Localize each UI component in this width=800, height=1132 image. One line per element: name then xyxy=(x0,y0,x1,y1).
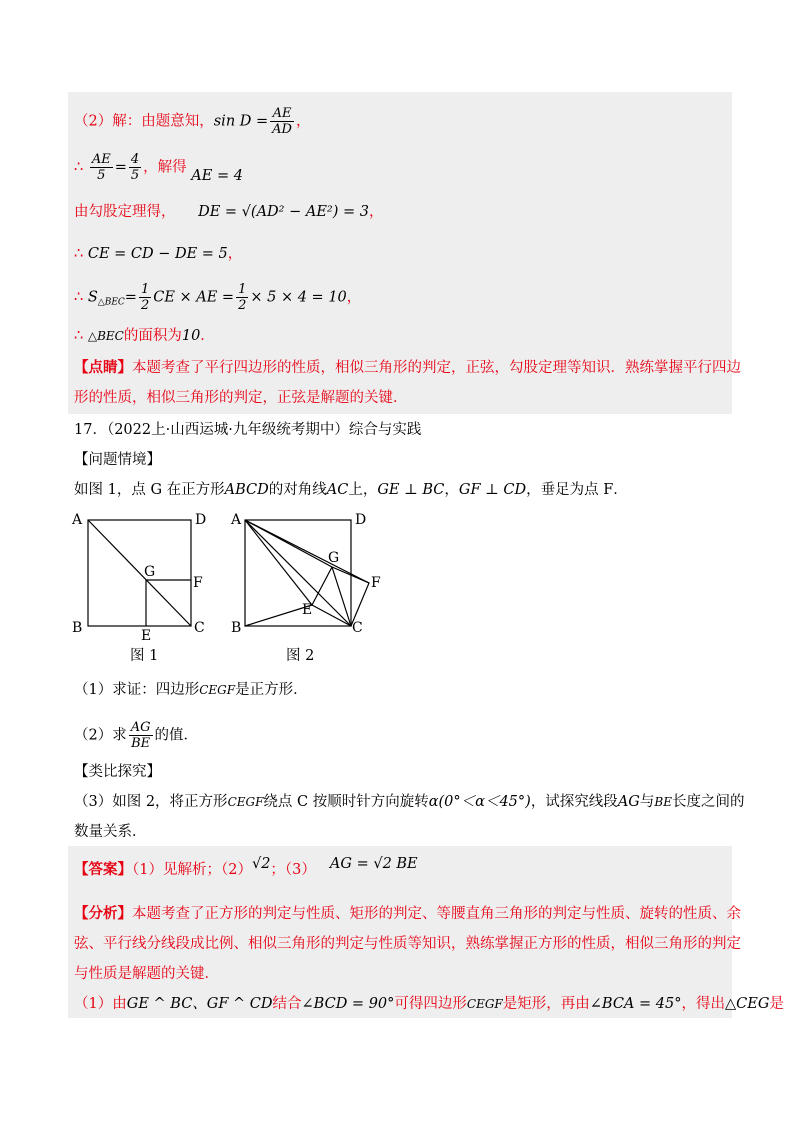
label-f-2: F xyxy=(371,575,381,591)
question-1: （1）求证：四边形CEGF是正方形． xyxy=(74,682,308,698)
label-d: D xyxy=(195,512,207,528)
label-b-2: B xyxy=(231,620,242,636)
fraction-ae-5: $\frac{AE}{5}$ xyxy=(91,152,111,183)
label-g-2: G xyxy=(328,550,340,566)
label-b: B xyxy=(72,620,83,636)
label-d-2: D xyxy=(355,512,367,528)
answer-line: 【答案】（1）见解析；（2）√2；（3） AG = √2 BE xyxy=(74,856,418,878)
segment-ae xyxy=(245,520,312,605)
fraction-ae-ad: $\frac{AE}{AD}$ xyxy=(272,106,292,137)
label-a: A xyxy=(72,512,83,528)
solution-line-3: 由勾股定理得， DE = √(AD² − AE²) = 3， xyxy=(74,204,384,220)
label-f: F xyxy=(193,575,203,591)
segment-af xyxy=(245,520,369,583)
problem-statement: 如图 1，点 G 在正方形ABCD的对角线AC上，GE ⊥ BC，GF ⊥ CD，垂足为点 F． xyxy=(74,482,628,498)
label-c: C xyxy=(194,620,205,636)
section-problem-situation: 【问题情境】 xyxy=(74,452,161,468)
question-3-line-2: 数量关系． xyxy=(74,824,147,840)
figure-1 xyxy=(68,508,208,643)
diagonal-ac xyxy=(88,520,191,626)
analysis-line-3: 与性质是解题的关键． xyxy=(74,966,219,982)
solution-line-4: ∴ CE = CD − DE = 5， xyxy=(74,246,243,262)
diagonal-ac-2 xyxy=(245,520,351,626)
fraction-half-2: $\frac{1}{2}$ xyxy=(238,282,247,313)
analysis-part-1: （1）由GE ^ BC、GF ^ CD结合∠BCD = 90°可得四边形CEGF是矩形，再由∠BCA = 45°，得出△CEG是 xyxy=(74,996,784,1012)
comment-line-2: 形的性质，相似三角形的判定，正弦是解题的关键． xyxy=(74,390,408,406)
analysis-line-1: 【分析】本题考查了正方形的判定与性质、矩形的判定、等腰直角三角形的判定与性质、旋转的性质、余 xyxy=(74,905,741,922)
analysis-line-2: 弦、平行线分线段成比例、相似三角形的判定与性质等知识，熟练掌握正方形的性质，相似三角形的判定 xyxy=(74,936,741,952)
figure-1-caption: 图 1 xyxy=(130,648,159,664)
label-a-2: A xyxy=(231,512,242,528)
fraction-ag-be: $\frac{AG}{BE}$ xyxy=(130,720,151,751)
figure-2 xyxy=(228,508,388,643)
comment-line-1: 【点睛】本题考查了平行四边形的性质，相似三角形的判定，正弦，勾股定理等知识．熟练掌握平行四边 xyxy=(74,359,741,376)
section-analogy-exploration: 【类比探究】 xyxy=(74,764,161,780)
problem-17-header: 17．（2022上·山西运城·九年级统考期中）综合与实践 xyxy=(74,422,422,438)
square-cegf-rotated xyxy=(312,567,369,626)
label-e: E xyxy=(141,628,152,643)
label-g: G xyxy=(144,564,156,580)
question-2: （2）求 $\frac{AG}{BE}$ 的值． xyxy=(74,720,199,751)
solution-line-1: （2）解：由题意知，sin D = $\frac{AE}{AD}$ ， xyxy=(74,106,311,137)
solution-line-6: ∴ △BEC的面积为10． xyxy=(74,328,215,344)
solution-line-5: ∴ $S_{\triangle BEC}=$ $\frac{1}{2}$ CE × AE = $\frac{1}{2}$ × 5 × 4 = 10， xyxy=(74,282,362,313)
label-c-2: C xyxy=(352,620,363,636)
fraction-half-1: $\frac{1}{2}$ xyxy=(140,282,150,313)
solution-line-2: ∴ $\frac{AE}{5}$ = $\frac{4}{5}$ ，解得 AE = 4 xyxy=(74,152,243,184)
figure-2-caption: 图 2 xyxy=(286,648,315,664)
label-e-2: E xyxy=(302,602,313,618)
fraction-4-5: $\frac{4}{5}$ xyxy=(130,152,140,183)
question-3-line-1: （3）如图 2，将正方形CEGF绕点 C 按顺时针方向旋转α(0°＜α＜45°)，试探究线段AG与BE长度之间的 xyxy=(74,794,745,810)
